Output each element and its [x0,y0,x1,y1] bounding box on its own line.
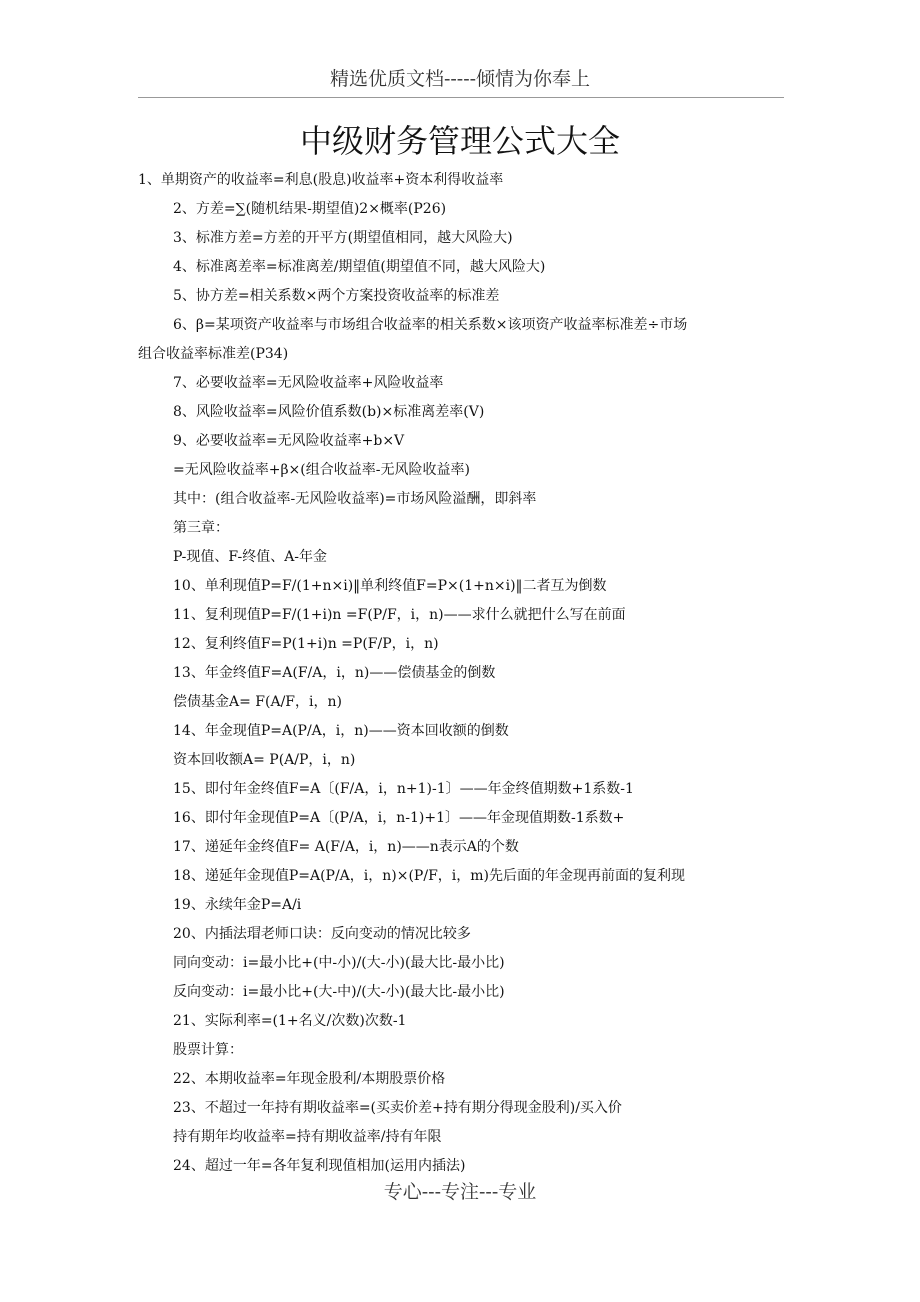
formula-line: 11、复利现值P=F/(1+i)n =F(P/F，i，n)——求什么就把什么写在前面 [173,607,626,623]
formula-line: 21、实际利率=(1+名义/次数)次数-1 [173,1013,407,1029]
formula-line: 9、必要收益率=无风险收益率+b×V [173,433,405,449]
page-header: 精选优质文档-----倾情为你奉上 [329,68,591,90]
formula-line: 13、年金终值F=A(F/A，i，n)——偿债基金的倒数 [173,665,496,681]
formula-line: 20、内插法瑁老师口诀：反向变动的情况比较多 [173,926,471,942]
formula-line: 24、超过一年=各年复利现值相加(运用内插法) [173,1158,466,1174]
formula-line: P-现值、F-终值、A-年金 [173,549,328,565]
formula-line: 16、即付年金现值P=A〔(P/A，i，n-1)+1〕——年金现值期数-1系数+ [173,810,625,826]
formula-line: 12、复利终值F=P(1+i)n =P(F/P，i，n) [173,636,439,652]
formula-line: 17、递延年金终值F= A(F/A，i，n)——n表示A的个数 [173,839,519,855]
header-divider [138,97,784,98]
formula-line: 19、永续年金P=A/i [173,897,302,913]
formula-line: 2、方差=∑(随机结果-期望值)2×概率(P26) [173,201,447,217]
formula-line: 其中：(组合收益率-无风险收益率)=市场风险溢酬，即斜率 [173,491,537,507]
formula-line: 持有期年均收益率=持有期收益率/持有年限 [173,1129,442,1145]
formula-line: 3、标准方差=方差的开平方(期望值相同，越大风险大) [173,230,513,246]
formula-line: 5、协方差=相关系数×两个方案投资收益率的标准差 [173,288,500,304]
formula-line: 组合收益率标准差(P34) [138,346,289,362]
formula-line: 同向变动：i=最小比+(中-小)/(大-小)(最大比-最小比) [173,955,505,971]
formula-line: 15、即付年金终值F=A〔(F/A，i，n+1)-1〕——年金终值期数+1系数-1 [173,781,634,797]
formula-line: 资本回收额A= P(A/P，i，n) [173,752,356,768]
formula-line: 6、β=某项资产收益率与市场组合收益率的相关系数×该项资产收益率标准差÷市场 [173,317,688,333]
formula-line: 4、标准离差率=标准离差/期望值(期望值不同，越大风险大) [173,259,546,275]
document-title: 中级财务管理公式大全 [299,122,620,160]
formula-line: =无风险收益率+β×(组合收益率-无风险收益率) [173,462,470,478]
page-footer: 专心---专注---专业 [383,1181,537,1203]
formula-line: 18、递延年金现值P=A(P/A，i，n)×(P/F，i，m)先后面的年金现再前面的复利现 [173,868,685,884]
formula-line: 14、年金现值P=A(P/A，i，n)——资本回收额的倒数 [173,723,509,739]
section-heading: 股票计算： [173,1042,243,1058]
formula-line: 偿债基金A= F(A/F，i，n) [173,694,342,710]
section-heading: 第三章： [173,520,229,536]
formula-line: 反向变动：i=最小比+(大-中)/(大-小)(最大比-最小比) [173,984,505,1000]
formula-line: 8、风险收益率=风险价值系数(b)×标准离差率(V) [173,404,485,420]
formula-line: 7、必要收益率=无风险收益率+风险收益率 [173,375,444,391]
formula-line: 22、本期收益率=年现金股利/本期股票价格 [173,1071,446,1087]
formula-line: 10、单利现值P=F/(1+n×i)‖单利终值F=P×(1+n×i)‖二者互为倒数 [173,578,607,594]
formula-line: 1、单期资产的收益率=利息(股息)收益率+资本利得收益率 [138,172,504,188]
formula-line: 23、不超过一年持有期收益率=(买卖价差+持有期分得现金股利)/买入价 [173,1100,622,1116]
document-body [138,169,788,1184]
